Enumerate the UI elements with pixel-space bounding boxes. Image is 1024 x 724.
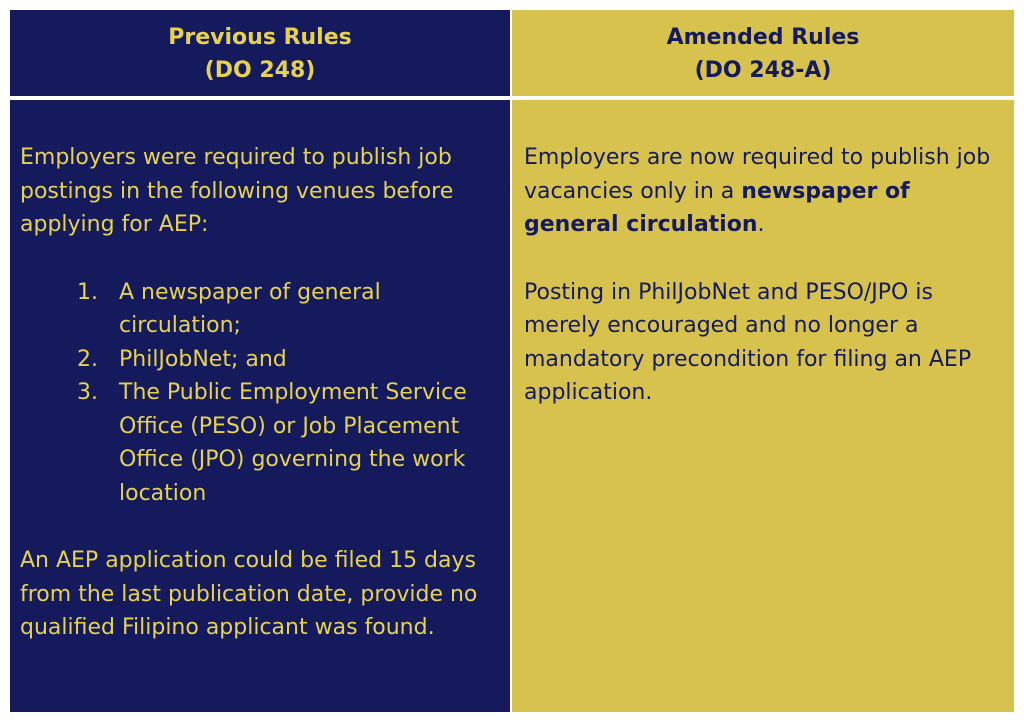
list-number: 1.: [77, 279, 98, 305]
list-text: A newspaper of general circulation;: [119, 279, 381, 338]
list-item: [20, 376, 500, 510]
list-item: [20, 276, 500, 343]
list-text: The Public Employment Service Office (PESO) or Job Placement Office (JPO) governing the work location: [119, 380, 467, 506]
venue-list: [20, 276, 500, 511]
previous-intro: Employers were required to publish job postings in the following venues before applying for AEP:: [20, 145, 454, 237]
list-number: 2.: [77, 346, 98, 372]
amended-rules-cell: [512, 100, 1014, 712]
header-amended-code: (DO 248-A): [694, 58, 832, 83]
amended-p1-post: .: [757, 212, 765, 237]
header-previous-title: Previous Rules: [168, 25, 352, 50]
list-item: [20, 343, 500, 377]
comparison-table: [10, 10, 1014, 712]
amended-p1-bold: newspaper of general circulation: [524, 178, 910, 237]
header-previous-code: (DO 248): [204, 58, 316, 83]
list-number: 3.: [77, 380, 98, 405]
amended-p1-pre: Employers are now required to publish job vacancies only in a: [524, 145, 991, 204]
header-amended-rules: [512, 10, 1014, 96]
previous-rules-cell: [10, 100, 510, 712]
header-amended-title: Amended Rules: [666, 25, 860, 50]
amended-paragraph-2: Posting in PhilJobNet and PESO/JPO is merely encouraged and no longer a mandatory precondition for filing an AEP application.: [524, 279, 972, 405]
amended-paragraph-1: [524, 141, 1004, 242]
previous-closing: An AEP application could be filed 15 days from the last publication date, provide no qualified Filipino applicant was found.: [20, 548, 478, 640]
header-previous-rules: [10, 10, 510, 96]
list-text: PhilJobNet; and: [119, 346, 287, 372]
